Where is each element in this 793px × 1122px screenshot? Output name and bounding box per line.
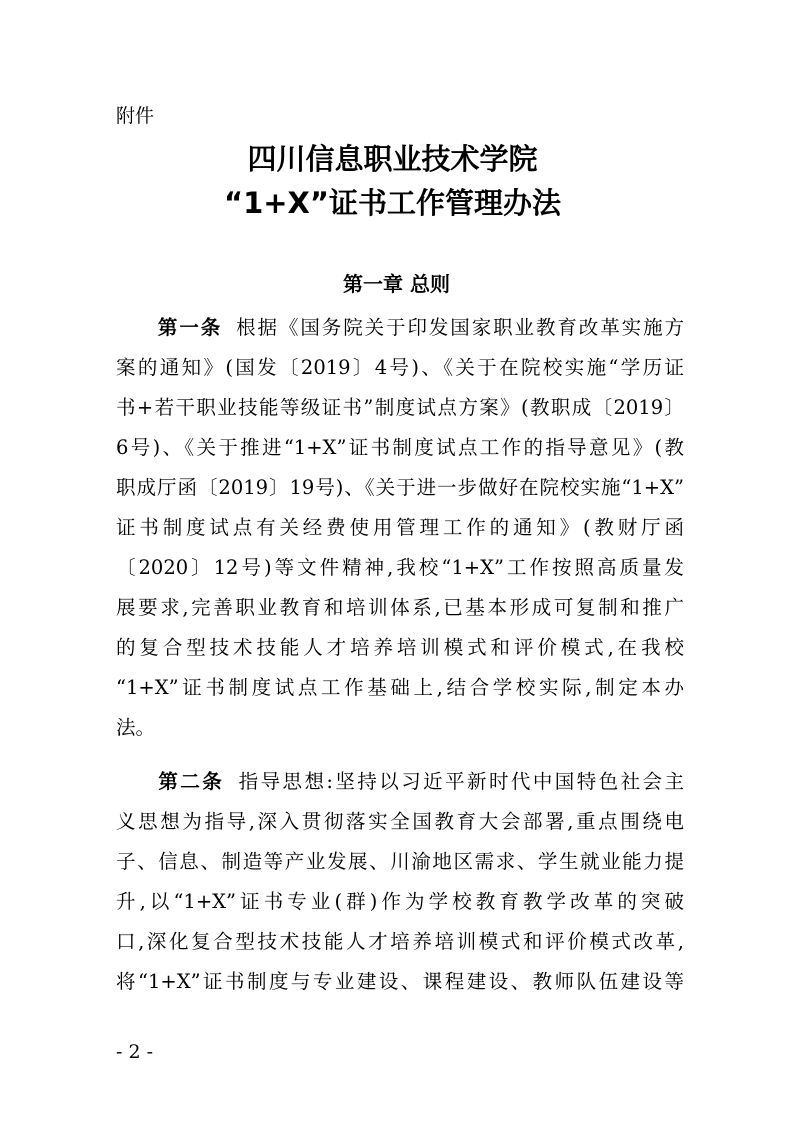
- paragraph-line: 职成厅函〔2019〕19号)、《关于进一步做好在院校实施“1+X”: [116, 476, 684, 499]
- paragraph-line: 义思想为指导,深入贯彻落实全国教育大会部署,重点围绕电: [116, 810, 684, 833]
- article-2-first-line: [116, 762, 684, 802]
- article-1-first-line: [116, 308, 684, 348]
- article-1-label: 第一条: [156, 316, 223, 339]
- paragraph-line: 法。: [116, 716, 156, 739]
- paragraph-line: 6号)、《关于推进“1+X”证书制度试点工作的指导意见》(教: [116, 436, 684, 459]
- paragraph-line: 证书制度试点有关经费使用管理工作的通知》(教财厅函: [116, 516, 684, 539]
- paragraph-line: 子、信息、制造等产业发展、川渝地区需求、学生就业能力提: [116, 850, 684, 873]
- paragraph-line: 升,以“1+X”证书专业(群)作为学校教育教学改革的突破: [116, 890, 684, 913]
- paragraph-line: 将“1+X”证书制度与专业建设、课程建设、教师队伍建设等: [116, 970, 684, 993]
- paragraph-line: 书+若干职业技能等级证书”制度试点方案》(教职成〔2019〕: [116, 396, 684, 419]
- paragraph-line: 的复合型技术技能人才培养培训模式和评价模式,在我校: [116, 636, 684, 659]
- document-title-line-2: “1+X”证书工作管理办法: [224, 186, 561, 220]
- paragraph-line: 指导思想:坚持以习近平新时代中国特色社会主: [236, 770, 684, 793]
- chapter-heading: 第一章 总则: [343, 272, 450, 296]
- paragraph-line: 展要求,完善职业教育和培训体系,已基本形成可复制和推广: [116, 596, 684, 619]
- attachment-label: 附件: [116, 105, 155, 127]
- paragraph-line: 〔2020〕12号)等文件精神,我校“1+X”工作按照高质量发: [116, 556, 684, 579]
- paragraph-line: 口,深化复合型技术技能人才培养培训模式和评价模式改革,: [116, 930, 684, 953]
- paragraph-line: 根据《国务院关于印发国家职业教育改革实施方: [234, 316, 684, 339]
- paragraph-line: “1+X”证书制度试点工作基础上,结合学校实际,制定本办: [116, 676, 684, 699]
- article-2-label: 第二条: [156, 770, 225, 793]
- paragraph-line: 案的通知》(国发〔2019〕4号)、《关于在院校实施“学历证: [116, 356, 684, 379]
- page-number: - 2 -: [116, 1041, 154, 1063]
- document-title-line-1: 四川信息职业技术学院: [247, 142, 538, 176]
